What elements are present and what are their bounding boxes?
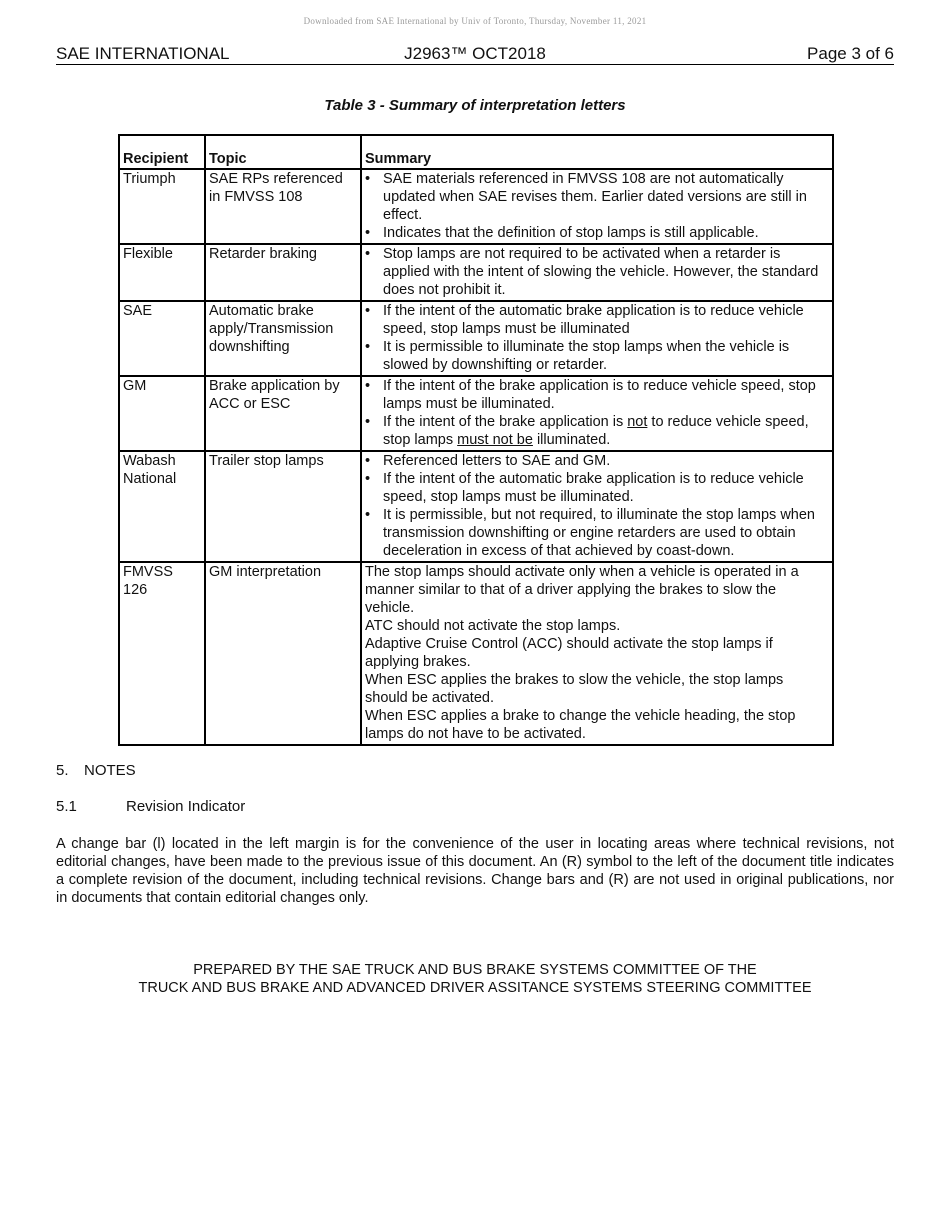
summary-line: Adaptive Cruise Control (ACC) should activate the stop lamps if applying brakes.	[365, 636, 773, 670]
cell-summary	[361, 301, 833, 376]
bullet-text-part: to reduce vehicle speed, stop lamps	[383, 414, 809, 448]
header-summary: Summary	[361, 135, 833, 169]
header-page-number: Page 3 of 6	[807, 44, 894, 63]
prepared-by-line: TRUCK AND BUS BRAKE AND ADVANCED DRIVER ASSITANCE SYSTEMS STEERING COMMITTEE	[138, 980, 812, 996]
page-header	[56, 44, 894, 65]
cell-topic: GM interpretation	[205, 562, 361, 745]
section-number: 5.	[56, 762, 69, 779]
bullet-text-part: If the intent of the brake application is	[383, 414, 628, 430]
header-doc-id: J2963™ OCT2018	[404, 44, 546, 63]
cell-summary	[361, 562, 833, 745]
summary-bullet: • It is permissible to illuminate the stop lamps when the vehicle is slowed by downshifting or retarder.	[365, 338, 829, 374]
cell-summary	[361, 451, 833, 562]
cell-topic: Trailer stop lamps	[205, 451, 361, 562]
table-row	[119, 562, 833, 745]
table-row	[119, 376, 833, 451]
cell-recipient: SAE	[119, 301, 205, 376]
download-notice: Downloaded from SAE International by Univ of Toronto, Thursday, November 11, 2021	[303, 16, 647, 26]
cell-topic: Brake application by ACC or ESC	[205, 376, 361, 451]
table-row	[119, 244, 833, 301]
cell-topic: Retarder braking	[205, 244, 361, 301]
cell-recipient: FMVSS 126	[119, 562, 205, 745]
section-title: NOTES	[84, 762, 136, 779]
subsection-title: Revision Indicator	[126, 798, 246, 815]
cell-summary	[361, 169, 833, 244]
cell-topic: Automatic brake apply/Transmission downshifting	[205, 301, 361, 376]
cell-recipient: Triumph	[119, 169, 205, 244]
cell-recipient: Flexible	[119, 244, 205, 301]
prepared-by-statement	[0, 961, 950, 997]
summary-bullet: • Indicates that the definition of stop lamps is still applicable.	[365, 224, 829, 242]
summary-line: When ESC applies the brakes to slow the vehicle, the stop lamps should be activated.	[365, 672, 784, 706]
summary-bullet: • Referenced letters to SAE and GM.	[365, 452, 829, 470]
header-org: SAE INTERNATIONAL	[56, 44, 230, 63]
cell-summary	[361, 376, 833, 451]
summary-bullet: • It is permissible, but not required, to illuminate the stop lamps when transmission downshifting or engine retarders are used to obtain deceleration in excess of that achieved by coast-down.	[365, 506, 829, 560]
summary-bullet: • If the intent of the brake application is to reduce vehicle speed, stop lamps must be illuminated.	[365, 377, 829, 413]
summary-bullet: • If the intent of the automatic brake application is to reduce vehicle speed, stop lamps must be illuminated	[365, 302, 829, 338]
summary-bullet: • SAE materials referenced in FMVSS 108 are not automatically updated when SAE revises them. Earlier dated versions are still in effect.	[365, 170, 829, 224]
interpretation-letters-table	[118, 134, 834, 746]
subsection-number: 5.1	[56, 798, 77, 815]
cell-summary	[361, 244, 833, 301]
table-caption: Table 3 - Summary of interpretation letters	[324, 97, 626, 114]
table-row	[119, 451, 833, 562]
summary-line: The stop lamps should activate only when a vehicle is operated in a manner similar to that of a driver applying the brakes to slow the vehicle.	[365, 564, 799, 616]
summary-line: ATC should not activate the stop lamps.	[365, 618, 621, 634]
summary-bullet: • Stop lamps are not required to be activated when a retarder is applied with the intent of slowing the vehicle. However, the standard does not prohibit it.	[365, 245, 829, 299]
summary-bullet-underlined	[365, 413, 829, 449]
summary-bullet: • If the intent of the automatic brake application is to reduce vehicle speed, stop lamps must be illuminated.	[365, 470, 829, 506]
bullet-text-part: illuminated.	[532, 432, 611, 448]
table-row	[119, 169, 833, 244]
table-header-row	[119, 135, 833, 169]
summary-line: When ESC applies a brake to change the vehicle heading, the stop lamps do not have to be activated.	[365, 708, 796, 742]
cell-recipient: Wabash National	[119, 451, 205, 562]
underlined-text: not	[627, 414, 648, 430]
section-heading-notes	[56, 762, 136, 779]
prepared-by-line: PREPARED BY THE SAE TRUCK AND BUS BRAKE SYSTEMS COMMITTEE OF THE	[193, 962, 757, 978]
cell-recipient: GM	[119, 376, 205, 451]
underlined-text: must not be	[457, 432, 533, 448]
header-recipient: Recipient	[119, 135, 205, 169]
subsection-heading-revision-indicator	[56, 798, 245, 815]
table-row	[119, 301, 833, 376]
header-topic: Topic	[205, 135, 361, 169]
cell-topic: SAE RPs referenced in FMVSS 108	[205, 169, 361, 244]
revision-indicator-paragraph: A change bar (l) located in the left margin is for the convenience of the user in locating areas where technical revisions, not editorial changes, have been made to the previous issue of this document. An (R) symbol to the left of the document title indicates a complete revision of the document, including technical revisions. Change bars and (R) are not used in original publications, nor in documents that contain editorial changes only.	[56, 836, 894, 906]
